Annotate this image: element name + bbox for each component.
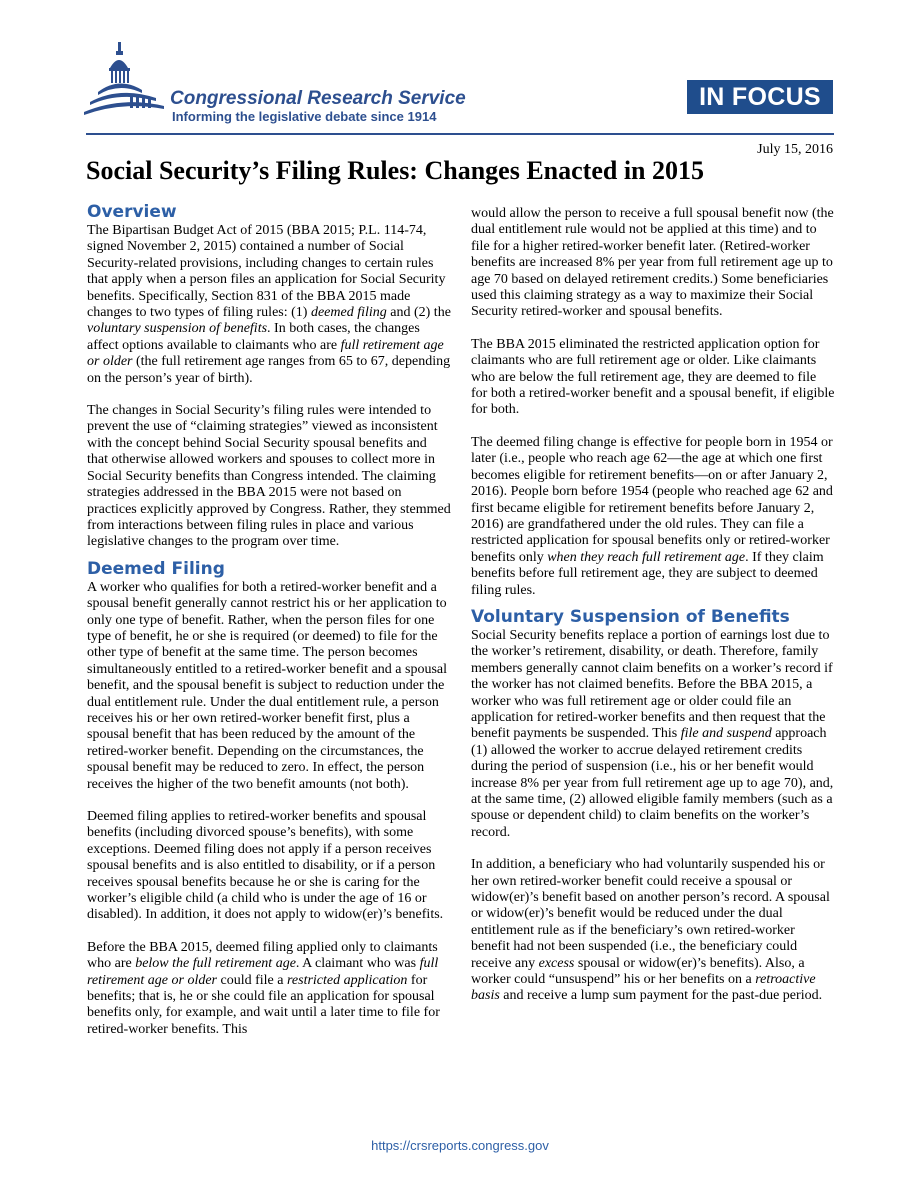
header-divider	[86, 133, 834, 135]
in-focus-badge: IN FOCUS	[687, 80, 833, 114]
left-column	[87, 201, 451, 1054]
paragraph: Before the BBA 2015, deemed filing applied only to claimants who are below the full retirement age. A claimant who was full retirement age or older could file a restricted application for benefits; that is, he or she could file an application for spousal benefits only, for example, and wait until a later time to file for retired-worker benefits. This	[87, 939, 440, 1037]
paragraph: A worker who qualifies for both a retired-worker benefit and a spousal benefit generally cannot restrict his or her application to only one type of benefit. Rather, when the person files for one type of benefit, he or she is required (or deemed) to file for the other type of benefit at the same time. The person becomes simultaneously entitled to a retired-worker benefit and a spousal benefit, and the spousal benefit is subject to reduction under the dual entitlement rule. Under the dual entitlement rule, a person receives his or her own retired-worker benefit first, plus a spousal benefit that has been reduced by the amount of the retired-worker benefit. Depending on the circumstances, the spousal benefit may be reduced to zero. In effect, the person receives the higher of the two benefit amounts (not both).	[87, 579, 448, 792]
org-tagline: Informing the legislative debate since 1914	[172, 109, 437, 124]
crs-logo	[84, 40, 494, 130]
paragraph: would allow the person to receive a full spousal benefit now (the dual entitlement rule would not be applied at this time) and to file for a higher retired-worker benefit later. (Retired-worker benefits are increased 8% per year from full retirement age up to age 70 based on delayed retirement credits.) Some beneficiaries used this claiming strategy as a way to maximize their Social Security retired-worker and spousal benefits.	[471, 206, 834, 320]
section-heading-overview: Overview	[87, 202, 177, 222]
org-name: Congressional Research Service	[170, 88, 466, 109]
paragraph: The changes in Social Security’s filing rules were intended to prevent the use of “claiming strategies” viewed as inconsistent with the concept behind Social Security spousal benefits and that otherwise allowed workers and spouses to collect more in Social Security benefits than Congress intended. The claiming strategies addressed in the BBA 2015 were not based on practices explicitly approved by Congress. Rather, they stemmed from interactions between filing rules in place and various legislative changes to the program over time.	[87, 403, 451, 550]
capitol-dome-icon	[84, 40, 168, 130]
paragraph: Social Security benefits replace a portion of earnings lost due to the worker’s retirement, disability, or death. Therefore, family members generally cannot claim benefits on a worker’s record if the worker has not claimed benefits. Before the BBA 2015, a worker who was full retirement age or older could file an application for retired-worker benefits and then request that the benefit payments be suspended. This file and suspend approach (1) allowed the worker to accrue delayed retirement credits during the period of suspension (i.e., his or her benefit would increase 8% per year from full retirement age up to age 70), and, at the same time, (2) allowed eligible family members (such as a spouse or dependent child) to claim benefits on the worker’s record.	[471, 627, 834, 840]
paragraph: The deemed filing change is effective for people born in 1954 or later (i.e., people who reach age 62—the age at which one first becomes eligible for retirement benefits—on or after January 2, 2016). People born before 1954 (people who reached age 62 and first became eligible for retirement benefits before January 2, 2016) are grandfathered under the old rules. They can file a restricted application for spousal benefits only or retired-worker benefits only when they reach full retirement age. If they claim benefits before full retirement age, they are subject to deemed filing rules.	[471, 434, 833, 598]
section-heading-deemed-filing: Deemed Filing	[87, 558, 225, 579]
publication-date: July 15, 2016	[757, 142, 833, 157]
paragraph: The BBA 2015 eliminated the restricted application option for claimants who are full retirement age or older. Like claimants who are below the full retirement age, they are deemed to file for both a retired-worker benefit and a spousal benefit, if eligible for both.	[471, 336, 835, 418]
paragraph: The Bipartisan Budget Act of 2015 (BBA 2015; P.L. 114-74, signed November 2, 2015) contained a number of Social Security-related provisions, including changes to certain rules that apply when a person files an application for Social Security benefits. Specifically, Section 831 of the BBA 2015 made changes to two types of filing rules: (1) deemed filing and (2) the voluntary suspension of benefits. In both cases, the changes affect options available to claimants who are full retirement age or older (the full retirement age ranges from 65 to 67, depending on the person’s year of birth).	[87, 223, 451, 386]
section-heading-voluntary-suspension: Voluntary Suspension of Benefits	[471, 606, 790, 627]
paragraph: In addition, a beneficiary who had voluntarily suspended his or her own retired-worker benefit could receive a spousal or widow(er)’s benefit based on another person’s record. A spousal or widow(er)’s benefit would be reduced under the dual entitlement rule as if the beneficiary’s own retired-worker benefit had not been suspended (i.e., the beneficiary could receive any excess spousal or widow(er)’s benefits). Also, a worker could “unsuspend” his or her benefits on a retroactive basis and receive a lump sum payment for the past-due period.	[471, 857, 830, 1004]
right-column	[471, 206, 835, 1021]
footer-url-link[interactable]: https://crsreports.congress.gov	[371, 1138, 549, 1153]
page-title: Social Security’s Filing Rules: Changes Enacted in 2015	[86, 156, 705, 185]
paragraph: Deemed filing applies to retired-worker benefits and spousal benefits (including divorced spouse’s benefits), with some exceptions. Deemed filing does not apply if a person receives spousal benefits and is also entitled to disability, or if a person receives spousal benefits because he or she is caring for the worker’s eligible child (a child who is under the age of 16 or disabled). In addition, it does not apply to widow(er)’s benefits.	[87, 809, 444, 923]
